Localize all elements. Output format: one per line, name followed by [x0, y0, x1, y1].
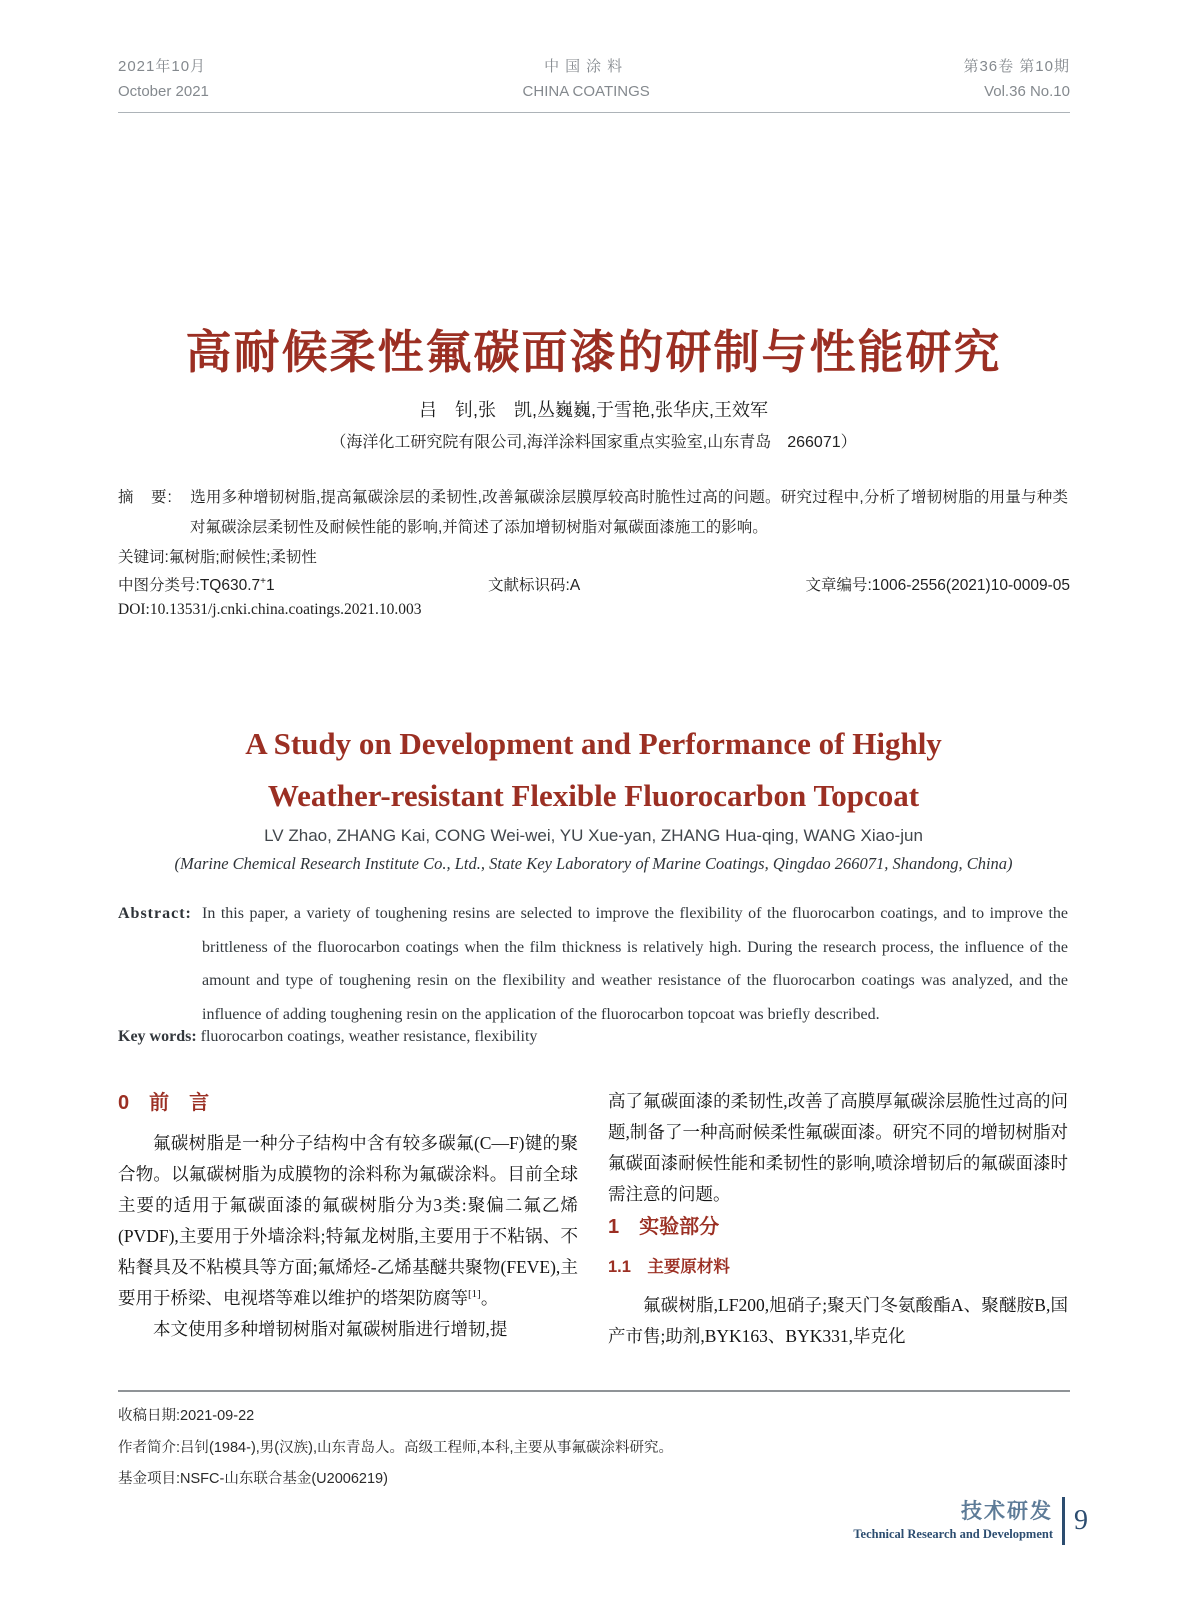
intro-paragraph-2: 本文使用多种增韧树脂对氟碳树脂进行增韧,提: [153, 1319, 508, 1339]
clc-label: 中图分类号:: [118, 577, 200, 594]
clc-value: TQ630.7: [199, 577, 261, 594]
footer-section-labels: [853, 1499, 1053, 1543]
footer-section-en: Technical Research and Development: [853, 1527, 1053, 1541]
footer-section-tag: [853, 1497, 1088, 1545]
header-volume-info: [963, 54, 1070, 104]
article-id-label: 文章编号:: [805, 577, 872, 594]
keywords-cn-text: 氟树脂;耐候性;柔韧性: [168, 549, 317, 566]
volume-info-cn: 第36卷 第10期: [963, 58, 1070, 75]
footnote-received-date: 收稿日期:2021-09-22: [118, 1408, 255, 1424]
abstract-cn-label: 摘 要:: [118, 489, 173, 506]
authors-cn: 吕 钊,张 凯,丛巍巍,于雪艳,张华庆,王效军: [418, 400, 768, 420]
clc-superscript: +: [260, 575, 266, 587]
intro-paragraph-1-end: 。: [480, 1288, 499, 1308]
footnote-funding: 基金项目:NSFC-山东联合基金(U2006219): [118, 1471, 388, 1487]
doi: DOI:10.13531/j.cnki.china.coatings.2021.10.003: [118, 601, 422, 618]
section-1-heading: 1 实验部分: [608, 1216, 720, 1238]
section-0-heading: 0 前 言: [118, 1092, 210, 1114]
materials-paragraph: 氟碳树脂,LF200,旭硝子;聚天门冬氨酸酯A、聚醚胺B,国产市售;助剂,BYK163、BYK331,毕克化: [608, 1295, 1068, 1346]
section-1-1-heading: 1.1 主要原材料: [608, 1258, 730, 1276]
volume-info-en: Vol.36 No.10: [984, 83, 1070, 100]
article-title-en: [0, 718, 1187, 822]
header-journal-name: [523, 54, 650, 104]
footnote-author-bio: 作者简介:吕钊(1984-),男(汉族),山东青岛人。高级工程师,本科,主要从事氟碳涂料研究。: [118, 1439, 674, 1456]
meta-row: [118, 573, 1070, 597]
clc-number: [118, 573, 275, 595]
abstract-en: [118, 897, 1068, 1031]
article-id-value: 1006-2556(2021)10-0009-05: [871, 577, 1070, 594]
intro-paragraph-1: [118, 1128, 578, 1314]
left-column: [118, 1086, 578, 1388]
journal-name-en: CHINA COATINGS: [522, 83, 650, 100]
header-divider: [118, 112, 1070, 113]
authors-en: LV Zhao, ZHANG Kai, CONG Wei-wei, YU Xue-yan, ZHANG Hua-qing, WANG Xiao-jun: [264, 826, 923, 845]
header-issue-date: [118, 54, 209, 104]
abstract-cn-text: 选用多种增韧树脂,提高氟碳涂层的柔韧性,改善氟碳涂层膜厚较高时脆性过高的问题。研究过程中,分析了增韧树脂的用量与种类对氟碳涂层柔韧性及耐候性能的影响,并简述了添加增韧树脂对氟碳面漆施工的影响。: [190, 489, 1068, 536]
footer-section-cn: 技术研发: [961, 1500, 1053, 1523]
article-title-en-line1: A Study on Development and Performance of Highly: [245, 726, 942, 761]
journal-name-cn: 中国涂料: [544, 58, 629, 75]
footnotes: [118, 1401, 1070, 1496]
keywords-en-text: fluorocarbon coatings, weather resistance, flexibility: [200, 1028, 538, 1045]
keywords-en: [118, 1028, 537, 1046]
intro-paragraph-2-continued: 高了氟碳面漆的柔韧性,改善了高膜厚氟碳涂层脆性过高的问题,制备了一种高耐候柔性氟碳面漆。研究不同的增韧树脂对氟碳面漆耐候性能和柔韧性的影响,喷涂增韧后的氟碳面漆时需注意的问题。: [608, 1091, 1068, 1204]
footnote-divider: [118, 1390, 1070, 1392]
document-code-value: A: [569, 577, 581, 594]
keywords-cn-label: 关键词:: [118, 549, 169, 566]
abstract-en-text: In this paper, a variety of toughening resins are selected to improve the flexibility of the fluorocarbon coatings, and to improve the brittleness of the fluorocarbon coatings when the film thickness is relatively high. During the research process, the influence of the amount and type of toughening resin on the flexibility and weather resistance of the fluorocarbon coatings was analyzed, and the influence of adding toughening resin on the application of the fluorocarbon topcoat was briefly described.: [202, 905, 1068, 1023]
right-column: [608, 1086, 1068, 1388]
affiliation-cn: （海洋化工研究院有限公司,海洋涂料国家重点实验室,山东青岛 266071）: [330, 434, 857, 451]
abstract-cn: [118, 483, 1068, 543]
intro-paragraph-1-text: 氟碳树脂是一种分子结构中含有较多碳氟(C—F)键的聚合物。以氟碳树脂为成膜物的涂料称为氟碳涂料。目前全球主要的适用于氟碳面漆的氟碳树脂分为3类:聚偏二氟乙烯(PVDF),主要用于外墙涂料;特氟龙树脂,主要用于不粘锅、不粘餐具及不粘模具等方面;氟烯烃-乙烯基醚共聚物(FEVE),主要用于桥梁、电视塔等难以维护的塔架防腐等: [118, 1133, 578, 1308]
abstract-en-label: Abstract:: [118, 905, 192, 922]
page-number: 9: [1074, 1505, 1088, 1536]
citation-ref-1: [1]: [468, 1288, 481, 1301]
issue-date-cn: 2021年10月: [118, 58, 207, 75]
affiliation-en: (Marine Chemical Research Institute Co., Ltd., State Key Laboratory of Marine Coatings, Qingdao 266071, Shandong, China): [174, 854, 1013, 873]
body-columns: [118, 1086, 1068, 1388]
article-title-cn: 高耐候柔性氟碳面漆的研制与性能研究: [185, 326, 1002, 378]
article-title-en-line2: Weather-resistant Flexible Fluorocarbon Topcoat: [267, 778, 920, 813]
footer-vertical-bar: [1062, 1497, 1065, 1545]
clc-tail: 1: [265, 577, 275, 594]
document-code: [488, 573, 580, 595]
keywords-cn: [118, 545, 317, 567]
issue-date-en: October 2021: [118, 83, 209, 100]
keywords-en-label: Key words:: [118, 1028, 197, 1045]
document-code-label: 文献标识码:: [488, 577, 570, 594]
journal-header: [118, 54, 1070, 104]
article-id: [805, 573, 1070, 595]
